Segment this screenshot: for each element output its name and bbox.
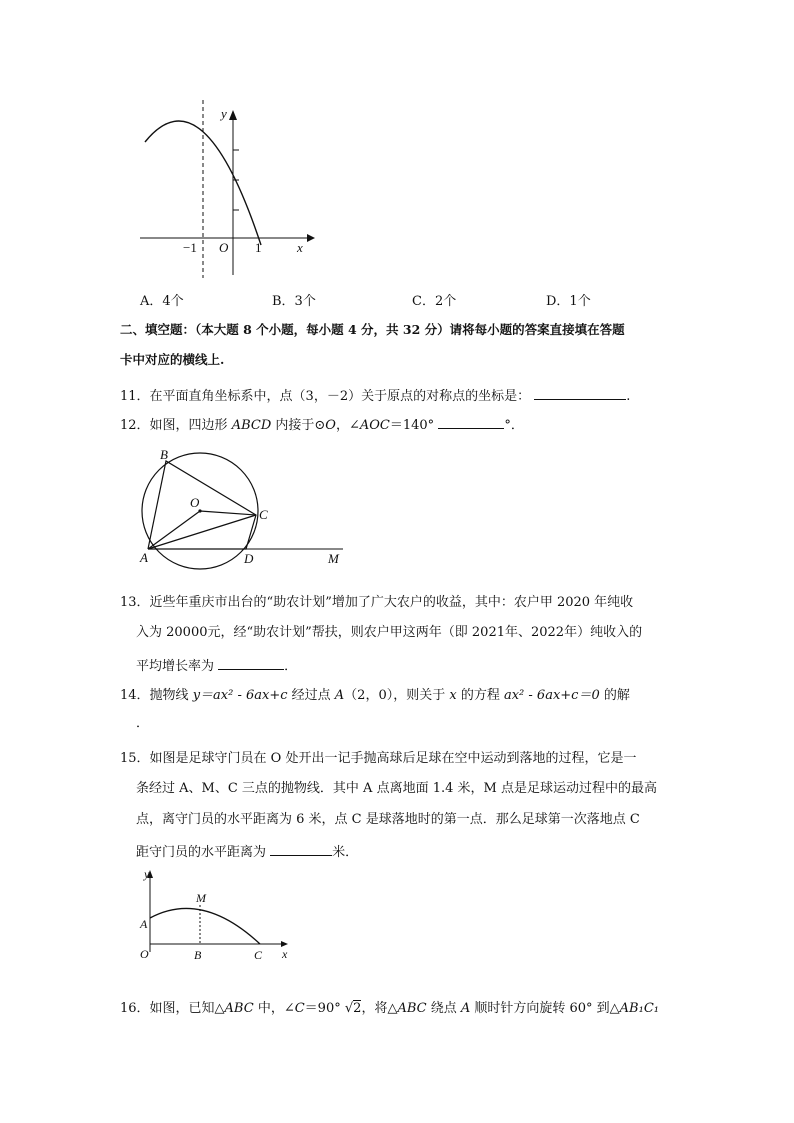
q12-post: ＝140° [389, 418, 435, 433]
q16-abc: ABC [224, 1001, 254, 1016]
q15-line4: 距守门员的水平距离为 [136, 845, 267, 860]
svg-text:D: D [244, 551, 254, 566]
svg-text:C: C [259, 507, 268, 522]
q14-pre: 14．抛物线 [120, 688, 193, 703]
q16-mid2: ＝90° [304, 1001, 341, 1016]
q16-abc2: ABC [397, 1001, 427, 1016]
question-12 [120, 414, 524, 436]
q13-line1: 13．近些年重庆市出台的“助农计划”增加了广大农户的收益，其中：农户甲 2020 年纯收 [120, 595, 634, 610]
section2-line1: 二、填空题：（本大题 8 个小题，每小题 4 分，共 32 分）请将每小题的答案直接填在答题 [120, 322, 625, 337]
q16-c: C [294, 1001, 305, 1016]
sqrt-symbol: √2 [344, 1001, 362, 1016]
q12-abcd: ABCD [231, 418, 272, 433]
svg-text:B: B [194, 948, 202, 962]
q12-end: °． [504, 418, 524, 433]
q14-x: x [449, 688, 457, 703]
q13-line3-wrap [136, 655, 297, 677]
q14-mid3: 的方程 [456, 688, 504, 703]
football-parabola-figure [136, 864, 296, 964]
segment-oc [200, 511, 256, 515]
q16-mid3: ，将△ [361, 1001, 398, 1016]
x-label: x [297, 240, 303, 255]
q11-answer-blank[interactable] [534, 385, 626, 400]
y-axis-arrow [229, 110, 237, 120]
x-axis-arrow [307, 234, 315, 242]
q15-answer-blank[interactable] [270, 841, 332, 856]
tick-neg1: −1 [183, 240, 197, 255]
section2-line2: 卡中对应的横线上. [120, 352, 225, 367]
ball-trajectory [150, 908, 260, 944]
q15-end: 米． [332, 845, 359, 860]
q13-line2: 入为 20000元，经“助农计划”帮扶，则农户甲这两年（即 2021年、2022年）纯收入的 [136, 625, 643, 640]
q16-sqrt: 2 [353, 1001, 362, 1016]
parabola-graph [135, 100, 315, 280]
q13-line3: 平均增长率为 [136, 659, 215, 674]
q16-ab1c1: AB₁C₁ [619, 1001, 659, 1016]
y-label: y [221, 106, 227, 121]
q15-line4-wrap [136, 841, 358, 863]
q16-mid: 中，∠ [253, 1001, 295, 1016]
svg-text:A: A [140, 917, 148, 931]
svg-text:M: M [328, 551, 339, 566]
origin-label: O [219, 240, 229, 255]
question-14 [120, 686, 630, 706]
segment-oa [148, 511, 200, 549]
option-b: B．3个 [272, 294, 316, 309]
q16-post: 顺时针方向旋转 60° 到△ [470, 1001, 620, 1016]
q12-answer-blank[interactable] [438, 414, 504, 429]
q14-eq1: y＝ax² - 6ax+c [192, 688, 288, 703]
q16-mid4: 绕点 [426, 1001, 461, 1016]
question-11 [120, 385, 630, 407]
q13-end: ． [284, 659, 298, 674]
svg-text:M: M [196, 891, 206, 905]
q12-mid2: ，∠ [335, 418, 360, 433]
q14-post: 的解 [599, 688, 630, 703]
q14-mid: 经过点 [287, 688, 335, 703]
svg-text:B: B [160, 447, 168, 462]
option-c: C．2个 [412, 294, 457, 309]
q11-end: . [626, 389, 631, 404]
circle-quadrilateral-figure [138, 447, 353, 572]
tick-1: 1 [255, 240, 262, 255]
q15-line3: 点，离守门员的水平距离为 6 米，点 C 是球落地时的第一点．那么足球第一次落地点 C [136, 812, 640, 827]
q16-pre: 16．如图，已知△ [120, 1001, 225, 1016]
option-a: A．4个 [140, 294, 184, 309]
q14-line2: ． [136, 716, 150, 731]
q12-aoc: AOC [359, 418, 390, 433]
q12-o: O [325, 418, 336, 433]
quadrilateral-abcd [148, 461, 256, 549]
svg-text:y: y [144, 867, 150, 881]
q14-eq2: ax² - 6ax+c＝0 [503, 688, 600, 703]
q14-mid2: （2，0），则关于 [344, 688, 450, 703]
q11-text: 11．在平面直角坐标系中，点（3，－2）关于原点的对称点的坐标是： [120, 389, 531, 404]
q12-mid: 内接于⊙ [271, 418, 326, 433]
svg-text:C: C [254, 948, 263, 962]
option-d: D．1个 [546, 294, 591, 309]
svg-text:A: A [140, 550, 148, 565]
q15-line1: 15．如图是足球守门员在 O 处开出一记手抛高球后足球在空中运动到落地的过程，它是一 [120, 751, 637, 766]
q13-answer-blank[interactable] [218, 655, 284, 670]
q12-pre: 12．如图，四边形 [120, 418, 232, 433]
svg-text:x: x [282, 947, 288, 961]
segment-ac [148, 515, 256, 549]
svg-text:O: O [140, 947, 149, 961]
q14-a: A [334, 688, 345, 703]
question-16 [120, 999, 659, 1019]
q15-line2: 条经过 A、M、C 三点的抛物线．其中 A 点离地面 1.4 米，M 点是足球运动过程中的最高 [136, 781, 657, 796]
q16-a: A [460, 1001, 471, 1016]
svg-text:O: O [190, 495, 200, 510]
